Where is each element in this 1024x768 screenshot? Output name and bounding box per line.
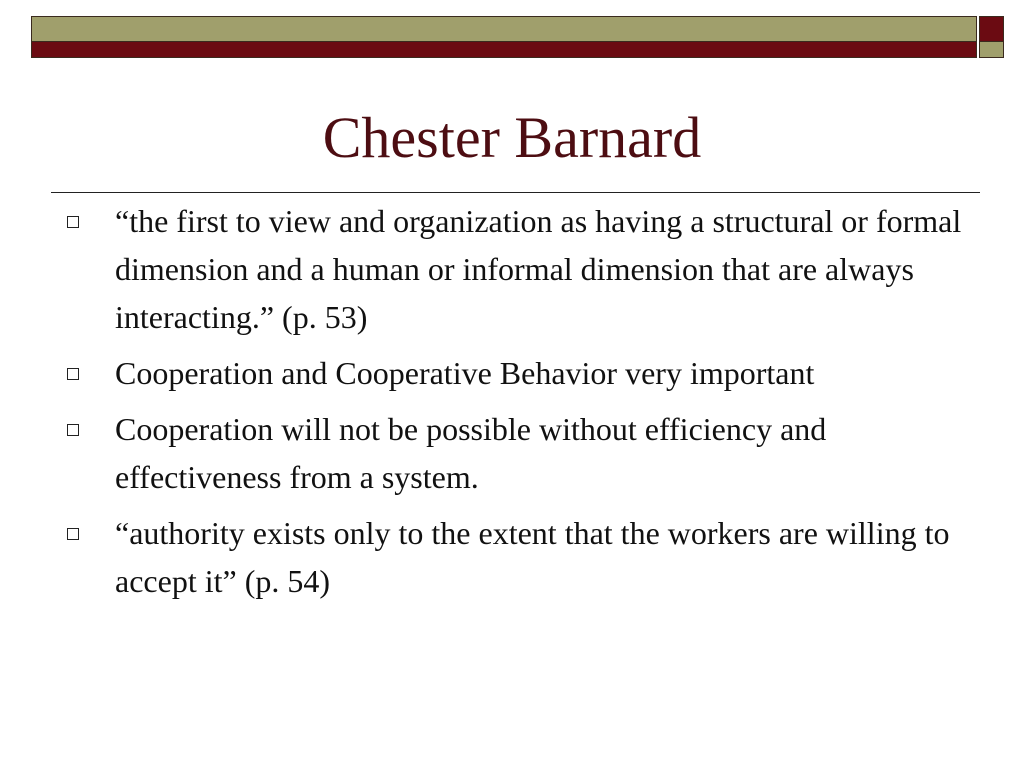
bullet-item [62,197,962,341]
bullet-text: Cooperation will not be possible without efficiency and effectiveness from a system. [115,411,827,495]
header-corner-olive [979,42,1004,58]
slide-title: Chester Barnard [322,105,702,170]
bullet-item [62,405,962,501]
header-band-maroon [31,42,977,58]
bullet-item [62,509,962,605]
header-corner-maroon [979,16,1004,42]
bullet-text: “the first to view and organization as having a structural or formal dimension and a human or informal dimension that are always interacting.” (p. 53) [115,203,962,335]
header-band-olive [31,16,977,42]
bullet-item [62,349,962,397]
hollow-square-bullet-icon [67,368,79,380]
bullet-list [62,197,962,613]
bullet-text: Cooperation and Cooperative Behavior very important [115,355,815,391]
hollow-square-bullet-icon [67,528,79,540]
header-decoration-band [31,16,977,58]
title-divider [51,192,980,193]
hollow-square-bullet-icon [67,216,79,228]
bullet-text: “authority exists only to the extent that the workers are willing to accept it” (p. 54) [115,515,950,599]
hollow-square-bullet-icon [67,424,79,436]
